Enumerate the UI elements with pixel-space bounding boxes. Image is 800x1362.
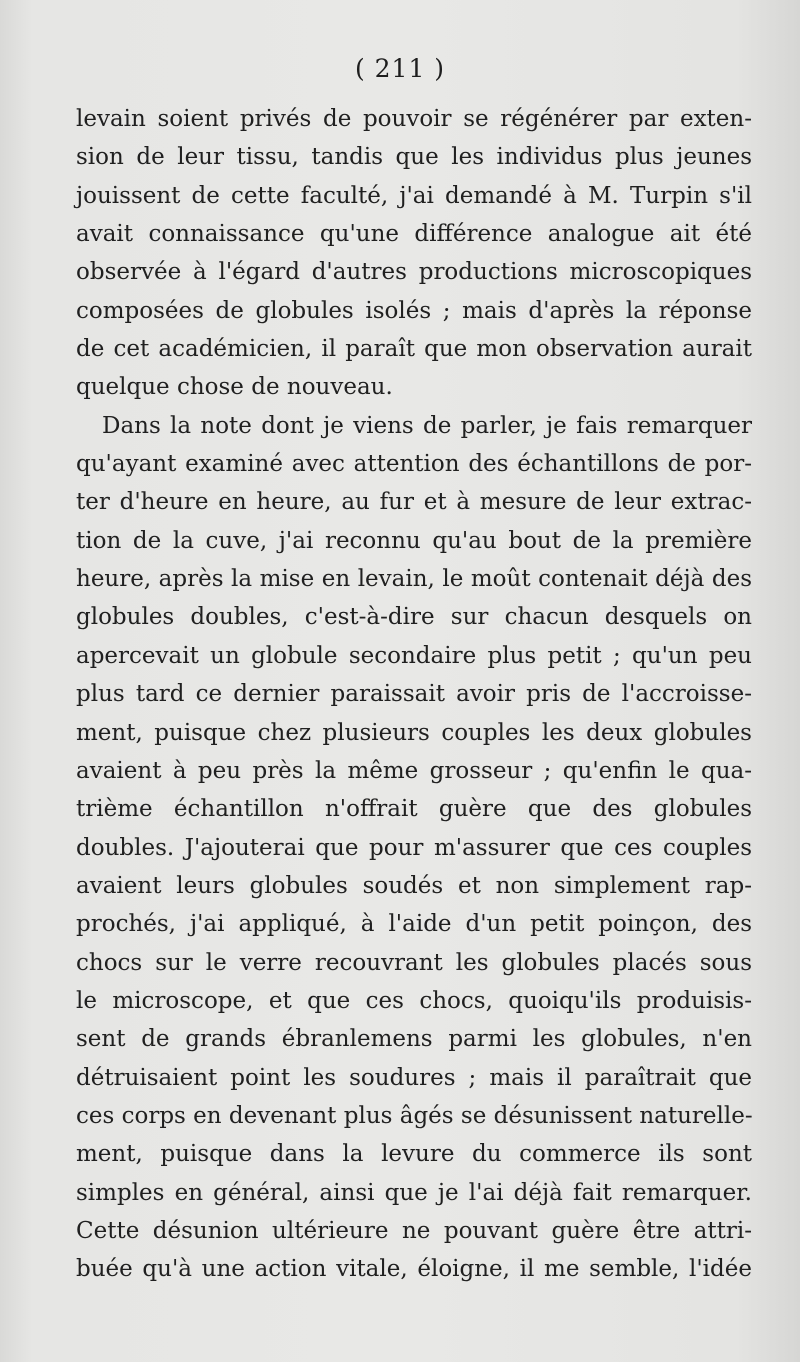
text-line: qu'ayant examiné avec attention des échantillons de por- (76, 451, 752, 478)
text-line: ter d'heure en heure, au fur et à mesure de leur extrac- (76, 489, 752, 516)
text-line: plus tard ce dernier paraissait avoir pris de l'accroisse- (76, 681, 752, 708)
text-line: quelque chose de nouveau. (76, 374, 393, 401)
text-line: tion de la cuve, j'ai reconnu qu'au bout de la première (76, 527, 752, 554)
text-line: jouissent de cette faculté, j'ai demandé à M. Turpin s'il (76, 182, 752, 209)
text-line: avait connaissance qu'une différence analogue ait été (76, 221, 752, 248)
page-number: ( 211 ) (354, 54, 446, 83)
text-line: avaient à peu près la même grosseur ; qu'enfin le qua- (76, 757, 752, 784)
text-line: observée à l'égard d'autres productions microscopiques (76, 259, 752, 286)
text-line: ment, puisque dans la levure du commerce ils sont (76, 1141, 752, 1168)
body-text (76, 100, 752, 1289)
text-line: détruisaient point les soudures ; mais il paraîtrait que (76, 1064, 752, 1091)
text-line: trième échantillon n'offrait guère que des globules (76, 796, 752, 823)
text-line: ment, puisque chez plusieurs couples les deux globules (76, 719, 752, 746)
text-line: simples en général, ainsi que je l'ai déjà fait remarquer. (76, 1179, 752, 1206)
text-line: levain soient privés de pouvoir se régénérer par exten- (76, 106, 752, 132)
text-line: ces corps en devenant plus âgés se désunissent naturelle- (76, 1102, 753, 1129)
text-line: le microscope, et que ces chocs, quoiqu'ils produisis- (76, 987, 752, 1014)
text-line: heure, après la mise en levain, le moût contenait déjà des (76, 566, 752, 593)
text-line: sion de leur tissu, tandis que les individus plus jeunes (76, 144, 752, 171)
text-line: composées de globules isolés ; mais d'après la réponse (76, 297, 752, 324)
text-line: prochés, j'ai appliqué, à l'aide d'un petit poinçon, des (76, 911, 752, 938)
text-line: avaient leurs globules soudés et non simplement rap- (76, 872, 752, 899)
text-line: de cet académicien, il paraît que mon observation aurait (76, 336, 752, 363)
text-line: Cette désunion ultérieure ne pouvant guère être attri- (76, 1217, 752, 1244)
text-line: sent de grands ébranlemens parmi les globules, n'en (76, 1026, 752, 1053)
text-line: globules doubles, c'est-à-dire sur chacun desquels on (76, 604, 752, 631)
text-line: Dans la note dont je viens de parler, je fais remarquer (102, 412, 752, 439)
text-line: apercevait un globule secondaire plus petit ; qu'un peu (76, 642, 752, 669)
text-line: doubles. J'ajouterai que pour m'assurer que ces couples (76, 834, 752, 861)
text-line: buée qu'à une action vitale, éloigne, il me semble, l'idée (76, 1256, 752, 1283)
text-line: chocs sur le verre recouvrant les globules placés sous (76, 949, 752, 976)
